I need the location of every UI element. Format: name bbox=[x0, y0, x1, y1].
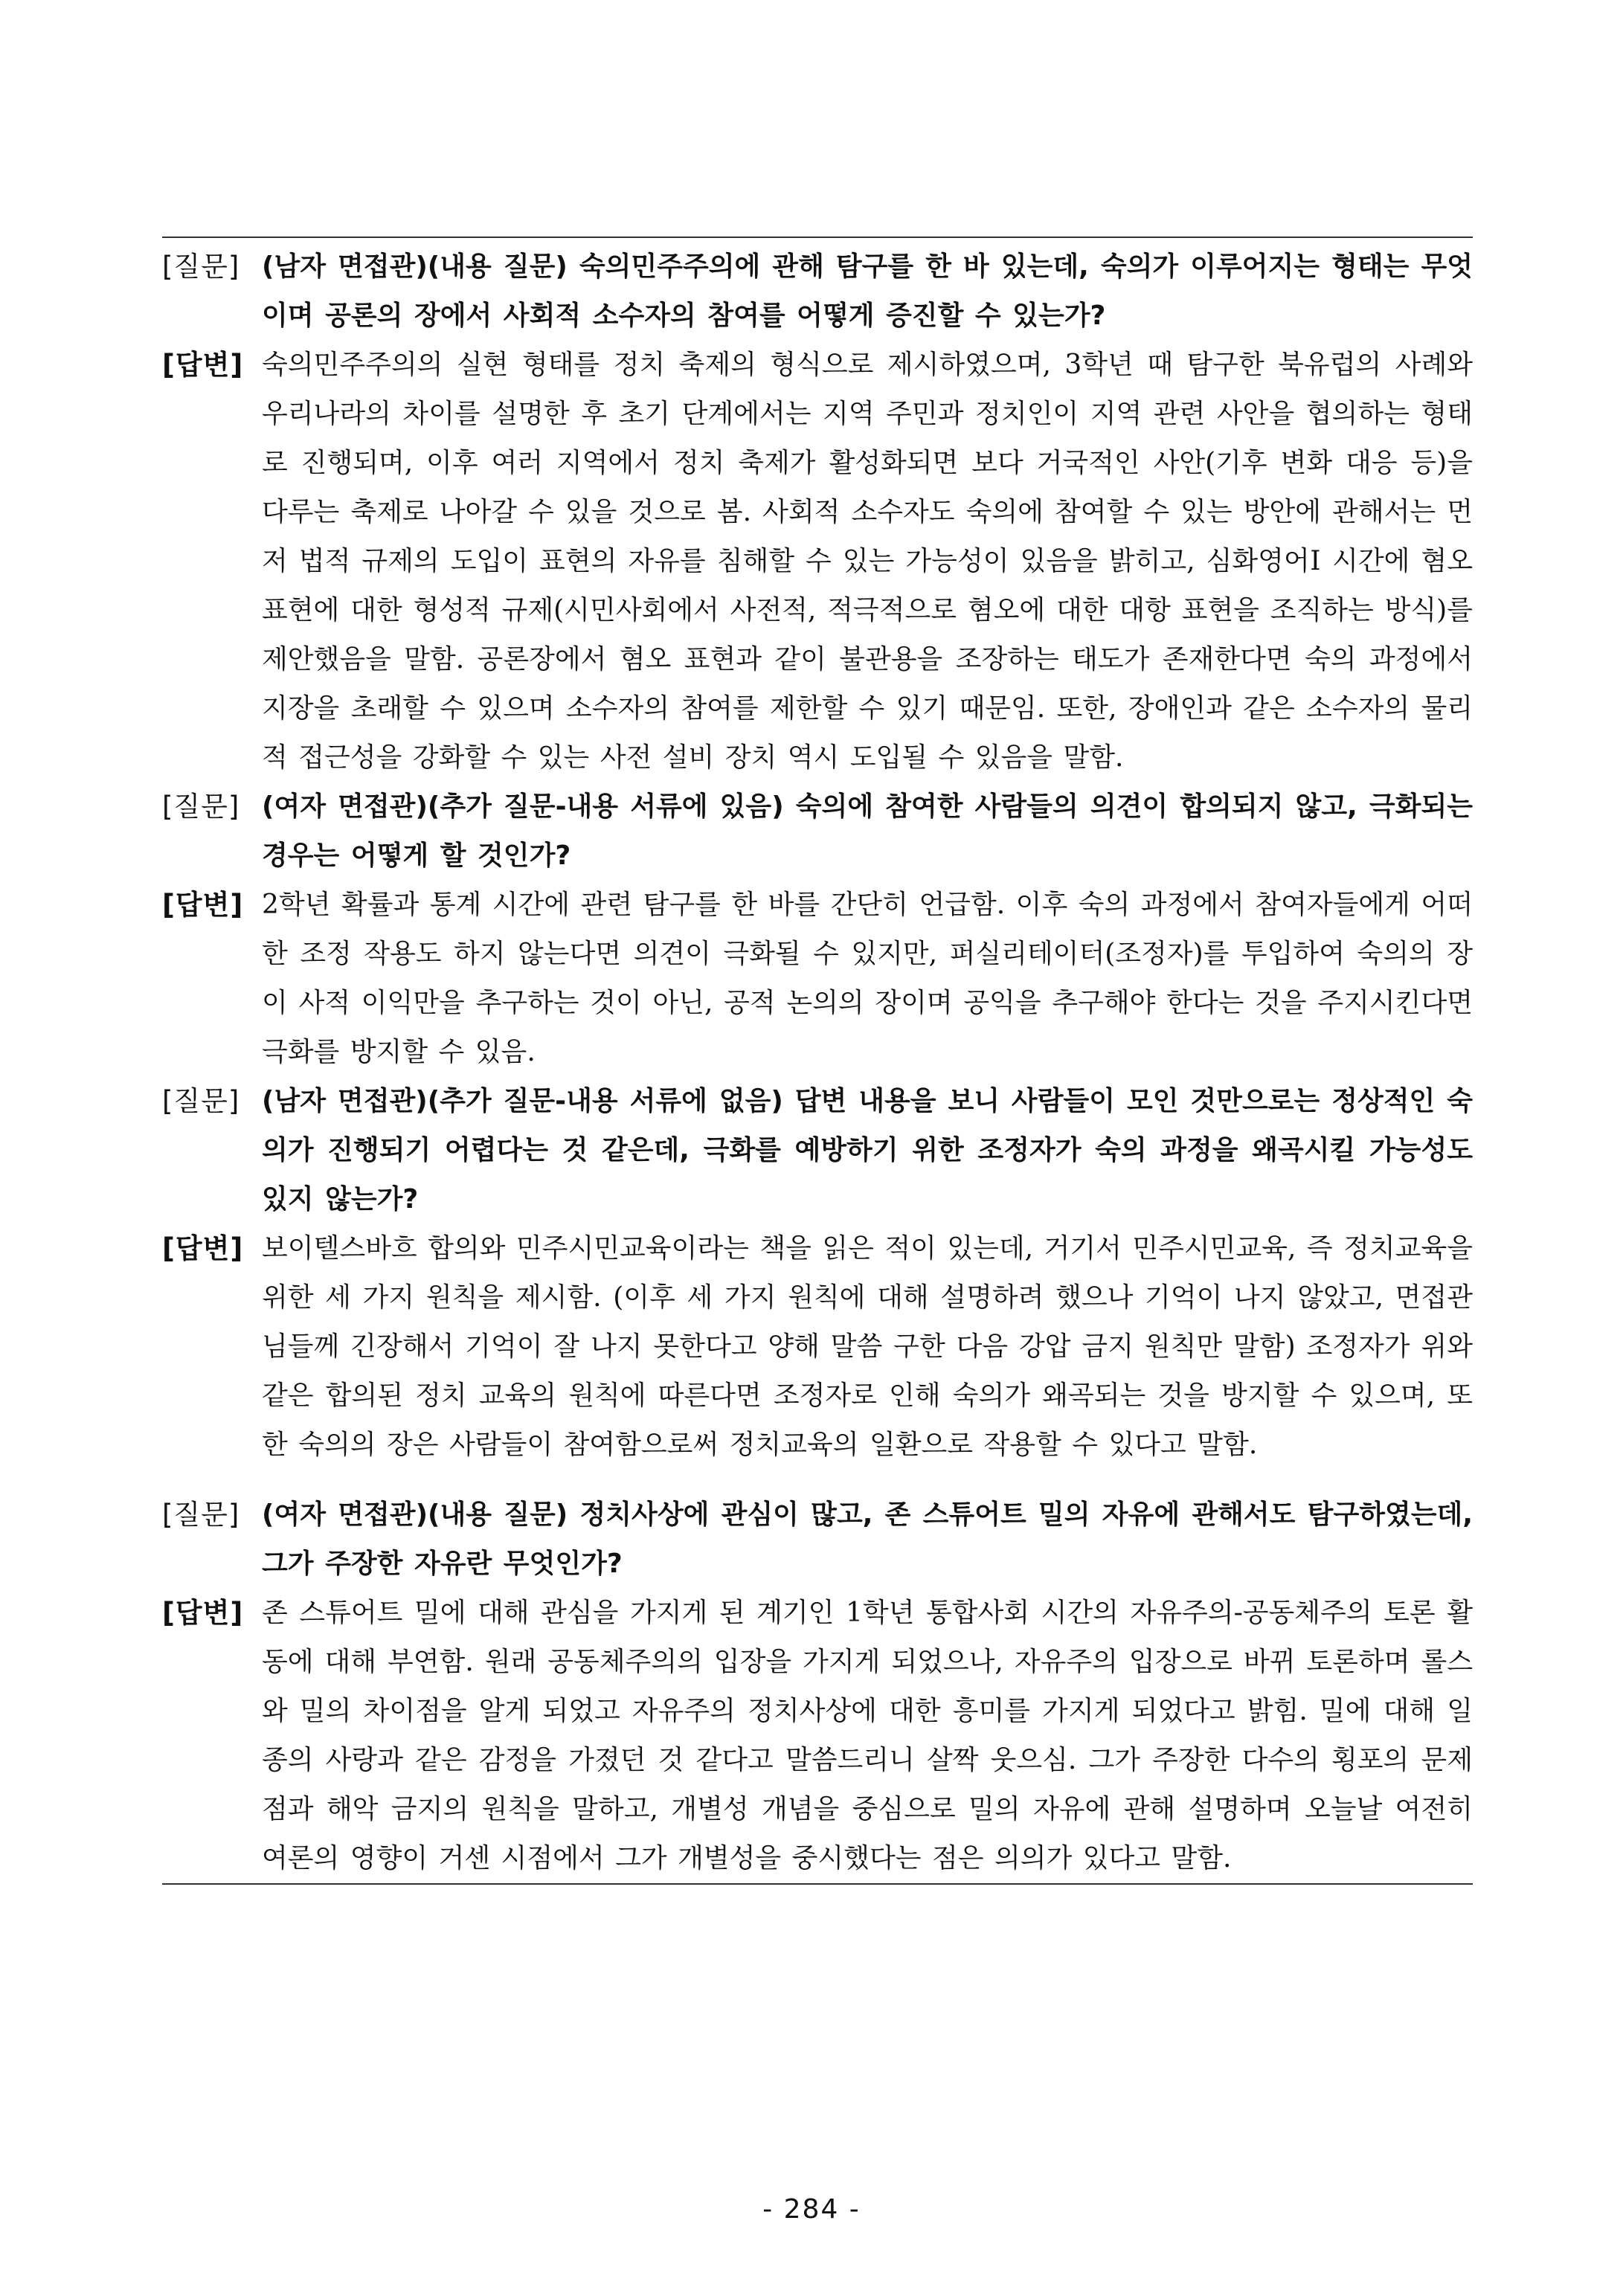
question-label: [질문] bbox=[162, 1085, 240, 1117]
question-entry-1 bbox=[162, 242, 1473, 341]
question-label: [질문] bbox=[162, 791, 240, 823]
question-entry-2 bbox=[162, 782, 1473, 881]
answer-entry-4 bbox=[162, 1589, 1473, 1883]
page-number: - 284 - bbox=[762, 2194, 861, 2225]
answer-text-1: 숙의민주주의의 실현 형태를 정치 축제의 형식으로 제시하였으며, 3학년 때 탐구한 북유럽의 사례와 우리나라의 차이를 설명한 후 초기 단계에서는 지역 주민과 정치인이 지역 관련 사안을 협의하는 형태로 진행되며, 이후 여러 지역에서 정치 축제가 활성화되면 보다 거국적인 사안(기후 변화 대응 등)을 다루는 축제로 나아갈 수 있을 것으로 봄. 사회적 소수자도 숙의에 참여할 수 있는 방안에 관해서는 먼저 법적 규제의 도입이 표현의 자유를 침해할 수 있는 가능성이 있음을 밝히고, 심화영어Ⅰ 시간에 혐오 표현에 대한 형성적 규제(시민사회에서 사전적, 적극적으로 혐오에 대한 대항 표현을 조직하는 방식)를 제안했음을 말함. 공론장에서 혐오 표현과 같이 불관용을 조장하는 태도가 존재한다면 숙의 과정에서 지장을 초래할 수 있으며 소수자의 참여를 제한할 수 있기 때문임. 또한, 장애인과 같은 소수자의 물리적 접근성을 강화할 수 있는 사전 설비 장치 역시 도입될 수 있음을 말함. bbox=[262, 350, 1473, 773]
answer-label: [답변] bbox=[162, 349, 244, 381]
question-text-1: (남자 면접관)(내용 질문) 숙의민주주의에 관해 탐구를 한 바 있는데, 숙의가 이루어지는 형태는 무엇이며 공론의 장에서 사회적 소수자의 참여를 어떻게 증진할 수 있는가? bbox=[262, 251, 1473, 331]
answer-entry-1 bbox=[162, 341, 1473, 782]
answer-label: [답변] bbox=[162, 1232, 244, 1264]
section-gap bbox=[162, 1470, 1473, 1491]
answer-text-2: 2학년 확률과 통계 시간에 관련 탐구를 한 바를 간단히 언급함. 이후 숙의 과정에서 참여자들에게 어떠한 조정 작용도 하지 않는다면 의견이 극화될 수 있지만, 퍼실리테이터(조정자)를 투입하여 숙의의 장이 사적 이익만을 추구하는 것이 아닌, 공적 논의의 장이며 공익을 추구해야 한다는 것을 주지시킨다면 극화를 방지할 수 있음. bbox=[262, 890, 1473, 1067]
question-text-3: (남자 면접관)(추가 질문-내용 서류에 없음) 답변 내용을 보니 사람들이 모인 것만으로는 정상적인 숙의가 진행되기 어렵다는 것 같은데, 극화를 예방하기 위한 조정자가 숙의 과정을 왜곡시킬 가능성도 있지 않는가? bbox=[262, 1086, 1473, 1215]
question-entry-4 bbox=[162, 1491, 1473, 1589]
answer-label: [답변] bbox=[162, 889, 244, 921]
question-text-4: (여자 면접관)(내용 질문) 정치사상에 관심이 많고, 존 스튜어트 밀의 자유에 관해서도 탐구하였는데, 그가 주장한 자유란 무엇인가? bbox=[262, 1499, 1473, 1579]
question-text-2: (여자 면접관)(추가 질문-내용 서류에 있음) 숙의에 참여한 사람들의 의견이 합의되지 않고, 극화되는 경우는 어떻게 할 것인가? bbox=[262, 791, 1473, 871]
answer-text-4: 존 스튜어트 밀에 대해 관심을 가지게 된 계기인 1학년 통합사회 시간의 자유주의-공동체주의 토론 활동에 대해 부연함. 원래 공동체주의의 입장을 가지게 되었으나, 자유주의 입장으로 바뀌 토론하며 롤스와 밀의 차이점을 알게 되었고 자유주의 정치사상에 대한 흥미를 가지게 되었다고 밝힘. 밀에 대해 일종의 사랑과 같은 감정을 가졌던 것 같다고 말씀드리니 살짝 웃으심. 그가 주장한 다수의 횡포의 문제점과 해악 금지의 원칙을 말하고, 개별성 개념을 중심으로 밀의 자유에 관해 설명하며 오늘날 여전히 여론의 영향이 거센 시점에서 그가 개별성을 중시했다는 점은 의의가 있다고 말함. bbox=[262, 1598, 1473, 1874]
answer-entry-2 bbox=[162, 881, 1473, 1077]
question-entry-3 bbox=[162, 1077, 1473, 1224]
answer-entry-3 bbox=[162, 1224, 1473, 1470]
question-label: [질문] bbox=[162, 251, 240, 283]
answer-label: [답변] bbox=[162, 1597, 244, 1629]
interview-qa-block bbox=[162, 237, 1473, 1885]
question-label: [질문] bbox=[162, 1499, 240, 1531]
answer-text-3: 보이텔스바흐 합의와 민주시민교육이라는 책을 읽은 적이 있는데, 거기서 민주시민교육, 즉 정치교육을 위한 세 가지 원칙을 제시함. (이후 세 가지 원칙에 대해 설명하려 했으나 기억이 나지 않았고, 면접관님들께 긴장해서 기억이 잘 나지 못한다고 양해 말씀 구한 다음 강압 금지 원칙만 말함) 조정자가 위와 같은 합의된 정치 교육의 원칙에 따른다면 조정자로 인해 숙의가 왜곡되는 것을 방지할 수 있으며, 또한 숙의의 장은 사람들이 참여함으로써 정치교육의 일환으로 작용할 수 있다고 말함. bbox=[262, 1233, 1473, 1460]
